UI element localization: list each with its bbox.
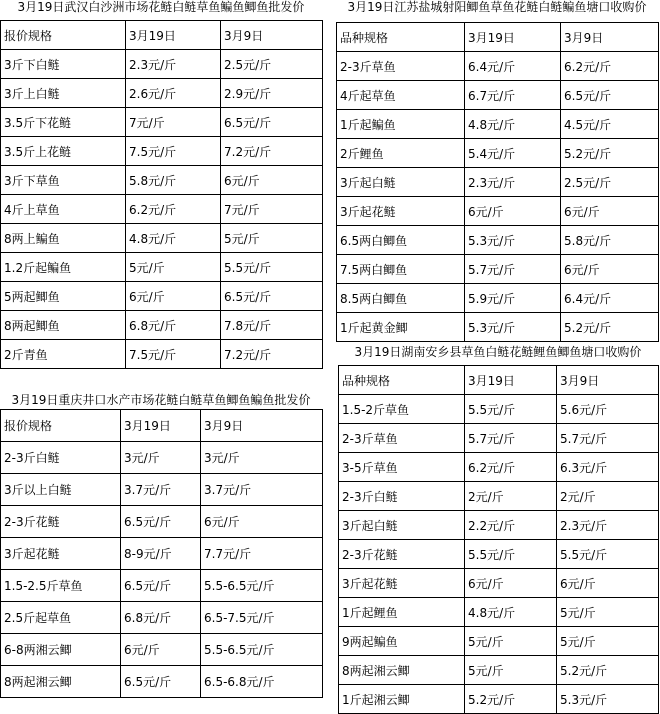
table-title: 3月19日湖南安乡县草鱼白鲢花鲢鲤鱼鲫鱼塘口收购价	[354, 345, 642, 359]
yancheng-price-section	[336, 0, 658, 342]
table-row	[337, 81, 659, 110]
price-cell: 6.4元/斤	[561, 284, 659, 313]
spec-cell: 3斤下草鱼	[1, 166, 126, 195]
header-row	[339, 366, 659, 395]
spec-cell: 2-3斤草鱼	[337, 52, 465, 81]
column-header: 3月9日	[561, 23, 659, 52]
table-row	[337, 139, 659, 168]
table-row	[1, 224, 323, 253]
table-row	[337, 197, 659, 226]
spec-cell: 3斤起白鲢	[337, 168, 465, 197]
price-cell: 3元/斤	[121, 442, 201, 474]
table-row	[339, 511, 659, 540]
table-row	[1, 282, 323, 311]
price-cell: 2.2元/斤	[465, 511, 557, 540]
table-row	[339, 598, 659, 627]
column-header: 品种规格	[339, 366, 465, 395]
wuhan-price-section	[0, 0, 322, 369]
anxiang-price-section	[338, 345, 658, 714]
column-header: 3月19日	[126, 21, 221, 50]
price-cell: 7.5元/斤	[126, 340, 221, 369]
price-cell: 5.2元/斤	[561, 139, 659, 168]
column-header: 3月9日	[201, 410, 323, 442]
price-cell: 5元/斤	[465, 656, 557, 685]
price-cell: 5.5元/斤	[465, 540, 557, 569]
spec-cell: 1斤起黄金鲫	[337, 313, 465, 342]
table-row	[1, 79, 323, 108]
header-row	[1, 21, 323, 50]
price-table	[0, 409, 323, 698]
price-cell: 5.3元/斤	[557, 685, 659, 714]
table-row	[339, 656, 659, 685]
price-cell: 6.8元/斤	[121, 602, 201, 634]
price-cell: 5.8元/斤	[126, 166, 221, 195]
spec-cell: 8.5两白鲫鱼	[337, 284, 465, 313]
price-cell: 6元/斤	[561, 255, 659, 284]
table-row	[337, 313, 659, 342]
spec-cell: 8两起湘云鲫	[339, 656, 465, 685]
price-cell: 4.8元/斤	[465, 598, 557, 627]
spec-cell: 3斤下白鲢	[1, 50, 126, 79]
price-cell: 5.5-6.5元/斤	[201, 634, 323, 666]
spec-cell: 6-8两湘云鲫	[1, 634, 121, 666]
table-row	[1, 506, 323, 538]
price-cell: 6.5元/斤	[221, 108, 323, 137]
price-cell: 6元/斤	[557, 569, 659, 598]
table-row	[1, 166, 323, 195]
spec-cell: 3.5斤上花鲢	[1, 137, 126, 166]
spec-cell: 7.5两白鲫鱼	[337, 255, 465, 284]
price-cell: 5.4元/斤	[465, 139, 561, 168]
price-cell: 6.5元/斤	[121, 570, 201, 602]
spec-cell: 2-3斤白鲢	[339, 482, 465, 511]
price-cell: 5.5元/斤	[557, 540, 659, 569]
spec-cell: 1.5-2斤草鱼	[339, 395, 465, 424]
table-title: 3月19日武汉白沙洲市场花鲢白鲢草鱼鳊鱼鲫鱼批发价	[17, 0, 305, 14]
table-row	[337, 255, 659, 284]
price-cell: 2.3元/斤	[126, 50, 221, 79]
spec-cell: 2-3斤白鲢	[1, 442, 121, 474]
column-header: 3月19日	[121, 410, 201, 442]
spec-cell: 4斤起草鱼	[337, 81, 465, 110]
price-cell: 2.5元/斤	[561, 168, 659, 197]
price-cell: 6.5元/斤	[121, 506, 201, 538]
price-cell: 5元/斤	[126, 253, 221, 282]
table-row	[339, 540, 659, 569]
price-cell: 2.3元/斤	[465, 168, 561, 197]
price-cell: 5.8元/斤	[561, 226, 659, 255]
price-cell: 4.8元/斤	[465, 110, 561, 139]
price-cell: 2元/斤	[557, 482, 659, 511]
spec-cell: 8两起鲫鱼	[1, 311, 126, 340]
table-row	[339, 395, 659, 424]
table-row	[337, 168, 659, 197]
spec-cell: 1斤起湘云鲫	[339, 685, 465, 714]
spec-cell: 4斤上草鱼	[1, 195, 126, 224]
price-cell: 4.8元/斤	[126, 224, 221, 253]
table-row	[1, 666, 323, 698]
table-title: 3月19日江苏盐城射阳鲫鱼草鱼花鲢白鲢鳊鱼塘口收购价	[347, 0, 647, 14]
table-row	[1, 570, 323, 602]
price-cell: 5.2元/斤	[561, 313, 659, 342]
column-header: 报价规格	[1, 21, 126, 50]
price-cell: 6元/斤	[465, 569, 557, 598]
column-header: 3月19日	[465, 366, 557, 395]
table-row	[339, 627, 659, 656]
spec-cell: 9两起鳊鱼	[339, 627, 465, 656]
table-row	[1, 340, 323, 369]
price-cell: 7.5元/斤	[126, 137, 221, 166]
spec-cell: 3斤起白鲢	[339, 511, 465, 540]
table-row	[1, 311, 323, 340]
price-cell: 5.3元/斤	[465, 226, 561, 255]
price-cell: 6.5-7.5元/斤	[201, 602, 323, 634]
price-cell: 6.5元/斤	[221, 282, 323, 311]
price-cell: 6元/斤	[126, 282, 221, 311]
price-cell: 2.5元/斤	[221, 50, 323, 79]
spec-cell: 2-3斤花鲢	[1, 506, 121, 538]
price-cell: 6.2元/斤	[465, 453, 557, 482]
price-table	[0, 20, 323, 369]
column-header: 3月9日	[557, 366, 659, 395]
price-cell: 3.7元/斤	[201, 474, 323, 506]
price-cell: 5.3元/斤	[465, 313, 561, 342]
spec-cell: 3-5斤草鱼	[339, 453, 465, 482]
table-row	[1, 474, 323, 506]
price-cell: 7.2元/斤	[221, 137, 323, 166]
price-cell: 6.8元/斤	[126, 311, 221, 340]
price-cell: 5.9元/斤	[465, 284, 561, 313]
price-cell: 5.5元/斤	[465, 395, 557, 424]
price-cell: 6元/斤	[221, 166, 323, 195]
spec-cell: 1斤起鲤鱼	[339, 598, 465, 627]
price-cell: 3.7元/斤	[121, 474, 201, 506]
price-cell: 7.7元/斤	[201, 538, 323, 570]
column-header: 3月19日	[465, 23, 561, 52]
price-cell: 5.6元/斤	[557, 395, 659, 424]
price-cell: 8-9元/斤	[121, 538, 201, 570]
price-cell: 6元/斤	[121, 634, 201, 666]
price-cell: 6元/斤	[561, 197, 659, 226]
price-cell: 7.2元/斤	[221, 340, 323, 369]
spec-cell: 2斤鲤鱼	[337, 139, 465, 168]
spec-cell: 8两上鳊鱼	[1, 224, 126, 253]
spec-cell: 8两起湘云鲫	[1, 666, 121, 698]
spec-cell: 2.5斤起草鱼	[1, 602, 121, 634]
table-row	[337, 52, 659, 81]
price-cell: 7元/斤	[221, 195, 323, 224]
spec-cell: 3.5斤下花鲢	[1, 108, 126, 137]
table-row	[339, 453, 659, 482]
table-row	[337, 226, 659, 255]
table-row	[1, 50, 323, 79]
price-cell: 5元/斤	[221, 224, 323, 253]
spec-cell: 3斤起花鲢	[337, 197, 465, 226]
price-cell: 6.5元/斤	[121, 666, 201, 698]
column-header: 品种规格	[337, 23, 465, 52]
spec-cell: 1斤起鳊鱼	[337, 110, 465, 139]
table-row	[337, 110, 659, 139]
table-row	[337, 284, 659, 313]
spec-cell: 3斤起花鲢	[1, 538, 121, 570]
table-row	[1, 195, 323, 224]
chongqing-price-section	[0, 393, 322, 698]
table-row	[1, 538, 323, 570]
spec-cell: 3斤上白鲢	[1, 79, 126, 108]
price-cell: 4.5元/斤	[561, 110, 659, 139]
price-cell: 6.5元/斤	[561, 81, 659, 110]
price-cell: 6.2元/斤	[561, 52, 659, 81]
spec-cell: 1.5-2.5斤草鱼	[1, 570, 121, 602]
price-table	[338, 365, 659, 714]
table-row	[1, 108, 323, 137]
price-cell: 6元/斤	[201, 506, 323, 538]
price-cell: 2.6元/斤	[126, 79, 221, 108]
price-cell: 6.3元/斤	[557, 453, 659, 482]
price-cell: 5元/斤	[557, 627, 659, 656]
price-cell: 2.3元/斤	[557, 511, 659, 540]
price-cell: 6.4元/斤	[465, 52, 561, 81]
price-cell: 6.5-6.8元/斤	[201, 666, 323, 698]
price-cell: 5元/斤	[465, 627, 557, 656]
price-cell: 2.9元/斤	[221, 79, 323, 108]
price-cell: 5.2元/斤	[557, 656, 659, 685]
price-cell: 5.5元/斤	[221, 253, 323, 282]
table-row	[1, 602, 323, 634]
column-header: 报价规格	[1, 410, 121, 442]
table-row	[1, 442, 323, 474]
price-cell: 7.8元/斤	[221, 311, 323, 340]
spec-cell: 2-3斤草鱼	[339, 424, 465, 453]
column-header: 3月9日	[221, 21, 323, 50]
header-row	[337, 23, 659, 52]
table-row	[1, 137, 323, 166]
spec-cell: 1.2斤起鳊鱼	[1, 253, 126, 282]
table-row	[339, 482, 659, 511]
price-cell: 6.7元/斤	[465, 81, 561, 110]
price-cell: 3元/斤	[201, 442, 323, 474]
spec-cell: 3斤起花鲢	[339, 569, 465, 598]
price-cell: 6元/斤	[465, 197, 561, 226]
price-table	[336, 22, 659, 342]
price-cell: 5.2元/斤	[465, 685, 557, 714]
price-cell: 7元/斤	[126, 108, 221, 137]
table-row	[339, 569, 659, 598]
table-row	[1, 634, 323, 666]
spec-cell: 2-3斤花鲢	[339, 540, 465, 569]
price-cell: 6.2元/斤	[126, 195, 221, 224]
price-cell: 5.5-6.5元/斤	[201, 570, 323, 602]
price-cell: 5.7元/斤	[465, 424, 557, 453]
table-row	[339, 424, 659, 453]
spec-cell: 3斤以上白鲢	[1, 474, 121, 506]
table-row	[1, 253, 323, 282]
table-row	[339, 685, 659, 714]
spec-cell: 6.5两白鲫鱼	[337, 226, 465, 255]
price-cell: 2元/斤	[465, 482, 557, 511]
price-cell: 5.7元/斤	[557, 424, 659, 453]
price-cell: 5.7元/斤	[465, 255, 561, 284]
table-title: 3月19日重庆井口水产市场花鲢白鲢草鱼鲫鱼鳊鱼批发价	[11, 393, 311, 407]
price-cell: 5元/斤	[557, 598, 659, 627]
header-row	[1, 410, 323, 442]
spec-cell: 2斤青鱼	[1, 340, 126, 369]
spec-cell: 5两起鲫鱼	[1, 282, 126, 311]
